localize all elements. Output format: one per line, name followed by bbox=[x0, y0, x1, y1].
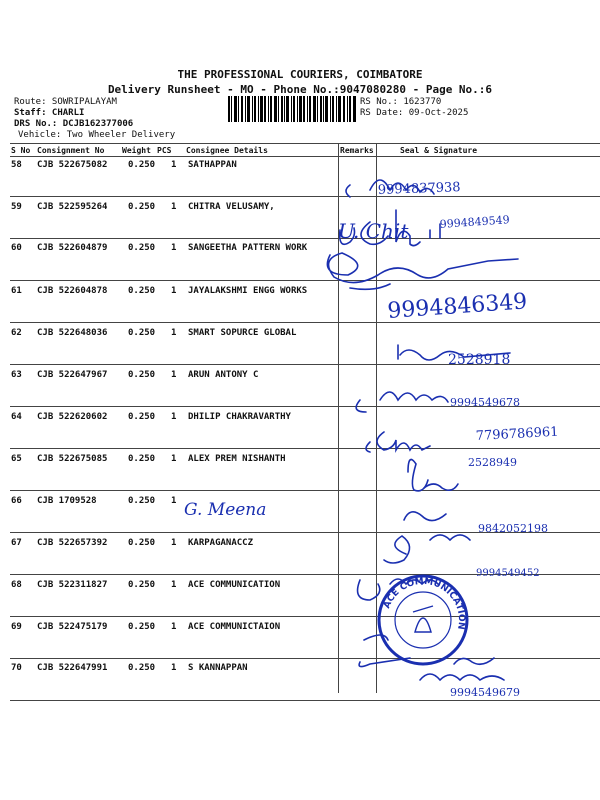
sig-64-phone: 7796786961 bbox=[475, 424, 559, 444]
row-61-consignment: CJB 522604878 bbox=[37, 286, 108, 296]
row-64-sno: 64 bbox=[11, 412, 22, 422]
sig-63-phone: 9994549678 bbox=[450, 396, 520, 409]
row-70-sno: 70 bbox=[11, 663, 22, 673]
row-58-consignment: CJB 522675082 bbox=[37, 160, 108, 170]
row-66-sno: 66 bbox=[11, 496, 22, 506]
row-59-weight: 0.250 bbox=[128, 202, 156, 212]
sig-61-phone: 9994846349 bbox=[386, 289, 529, 324]
row-61-sno: 61 bbox=[11, 286, 22, 296]
sig-67-phone: 9842052198 bbox=[478, 522, 548, 535]
row-58-consignee: SATHAPPAN bbox=[188, 160, 237, 170]
staff-label: Staff: CHARLI bbox=[14, 108, 85, 118]
rs-date: RS Date: 09-Oct-2025 bbox=[360, 108, 469, 118]
row-62-pcs: 1 bbox=[171, 328, 177, 338]
row-62-weight: 0.250 bbox=[128, 328, 156, 338]
company-title: THE PROFESSIONAL COURIERS, COIMBATORE bbox=[177, 68, 423, 81]
row-66-weight: 0.250 bbox=[128, 496, 156, 506]
route-label: Route: SOWRIPALAYAM bbox=[14, 97, 117, 107]
row-64-pcs: 1 bbox=[171, 412, 177, 422]
col-sno: S No bbox=[11, 146, 31, 155]
row-60-pcs: 1 bbox=[171, 243, 177, 253]
row-67-consignee: KARPAGANACCZ bbox=[188, 538, 254, 548]
row-68-sno: 68 bbox=[11, 580, 22, 590]
row-69-consignment: CJB 522475179 bbox=[37, 622, 108, 632]
col-consignment: Consignment No bbox=[37, 146, 105, 155]
row-59-consignee: CHITRA VELUSAMY, bbox=[188, 202, 275, 212]
runsheet-subtitle: Delivery Runsheet - MO - Phone No.:9047080280 - Page No.:6 bbox=[107, 83, 493, 96]
sig-59-name: U. Chit bbox=[338, 219, 409, 243]
row-69-sno: 69 bbox=[11, 622, 22, 632]
row-62-consignment: CJB 522648036 bbox=[37, 328, 108, 338]
row-60-consignment: CJB 522604879 bbox=[37, 243, 108, 253]
row-62-consignee: SMART SOPURCE GLOBAL bbox=[188, 328, 297, 338]
row-65-sno: 65 bbox=[11, 454, 22, 464]
row-68-consignment: CJB 522311827 bbox=[37, 580, 108, 590]
row-63-pcs: 1 bbox=[171, 370, 177, 380]
row-63-sno: 63 bbox=[11, 370, 22, 380]
sig-59-phone: 9994849549 bbox=[439, 213, 511, 231]
row-59-pcs: 1 bbox=[171, 202, 177, 212]
row-63-consignment: CJB 522647967 bbox=[37, 370, 108, 380]
sig-66-name: G. Meena bbox=[184, 500, 267, 520]
row-61-pcs: 1 bbox=[171, 286, 177, 296]
svg-text:ACE COMMUNICATION: ACE COMMUNICATION bbox=[382, 576, 467, 631]
row-70-weight: 0.250 bbox=[128, 663, 156, 673]
row-70-consignee: S KANNAPPAN bbox=[188, 663, 248, 673]
col-weight: Weight bbox=[122, 146, 151, 155]
row-69-pcs: 1 bbox=[171, 622, 177, 632]
row-67-consignment: CJB 522657392 bbox=[37, 538, 108, 548]
header-bottom-rule bbox=[10, 156, 600, 157]
row-63-weight: 0.250 bbox=[128, 370, 156, 380]
row-66-pcs: 1 bbox=[171, 496, 177, 506]
row-59-sno: 59 bbox=[11, 202, 22, 212]
row-68-weight: 0.250 bbox=[128, 580, 156, 590]
row-64-weight: 0.250 bbox=[128, 412, 156, 422]
row-58-pcs: 1 bbox=[171, 160, 177, 170]
header-top-rule bbox=[10, 143, 600, 144]
row-66-consignment: CJB 1709528 bbox=[37, 496, 97, 506]
row-67-sno: 67 bbox=[11, 538, 22, 548]
row-67-weight: 0.250 bbox=[128, 538, 156, 548]
row-65-consignment: CJB 522675085 bbox=[37, 454, 108, 464]
sig-65-phone: 2528949 bbox=[468, 456, 517, 469]
row-60-consignee: SANGEETHA PATTERN WORK bbox=[188, 243, 308, 253]
row-62-sno: 62 bbox=[11, 328, 22, 338]
drs-label: DRS No.: DCJB162377006 bbox=[14, 119, 134, 129]
row-61-consignee: JAYALAKSHMI ENGG WORKS bbox=[188, 286, 308, 296]
col-consignee: Consignee Details bbox=[186, 146, 268, 155]
barcode-image bbox=[228, 96, 356, 122]
row-64-consignment: CJB 522620602 bbox=[37, 412, 108, 422]
row-59-consignment: CJB 522595264 bbox=[37, 202, 108, 212]
rs-number: RS No.: 1623770 bbox=[360, 97, 442, 107]
row-58-sno: 58 bbox=[11, 160, 22, 170]
row-68-consignee: ACE COMMUNICATION bbox=[188, 580, 281, 590]
row-63-consignee: ARUN ANTONY C bbox=[188, 370, 259, 380]
row-69-consignee: ACE COMMUNICTAION bbox=[188, 622, 281, 632]
row-70-pcs: 1 bbox=[171, 663, 177, 673]
col-seal: Seal & Signature bbox=[400, 146, 478, 155]
sig-58-phone: 9994837938 bbox=[377, 180, 461, 198]
col-remarks: Remarks bbox=[340, 146, 374, 155]
row-67-pcs: 1 bbox=[171, 538, 177, 548]
sig-62-phone: 2528918 bbox=[448, 352, 511, 368]
row-69-weight: 0.250 bbox=[128, 622, 156, 632]
row-65-pcs: 1 bbox=[171, 454, 177, 464]
sig-70-phone: 9994549679 bbox=[450, 686, 520, 699]
row-61-weight: 0.250 bbox=[128, 286, 156, 296]
row-70-consignment: CJB 522647991 bbox=[37, 663, 108, 673]
ace-communication-seal bbox=[375, 572, 471, 668]
row-60-weight: 0.250 bbox=[128, 243, 156, 253]
row-65-weight: 0.250 bbox=[128, 454, 156, 464]
row-58-weight: 0.250 bbox=[128, 160, 156, 170]
col-pcs: PCS bbox=[157, 146, 172, 155]
row-64-consignee: DHILIP CHAKRAVARTHY bbox=[188, 412, 291, 422]
sig-67b-phone: 9994549452 bbox=[476, 568, 540, 579]
vehicle-label: Vehicle: Two Wheeler Delivery bbox=[18, 130, 176, 140]
row-60-sno: 60 bbox=[11, 243, 22, 253]
row-65-consignee: ALEX PREM NISHANTH bbox=[188, 454, 286, 464]
row-68-pcs: 1 bbox=[171, 580, 177, 590]
